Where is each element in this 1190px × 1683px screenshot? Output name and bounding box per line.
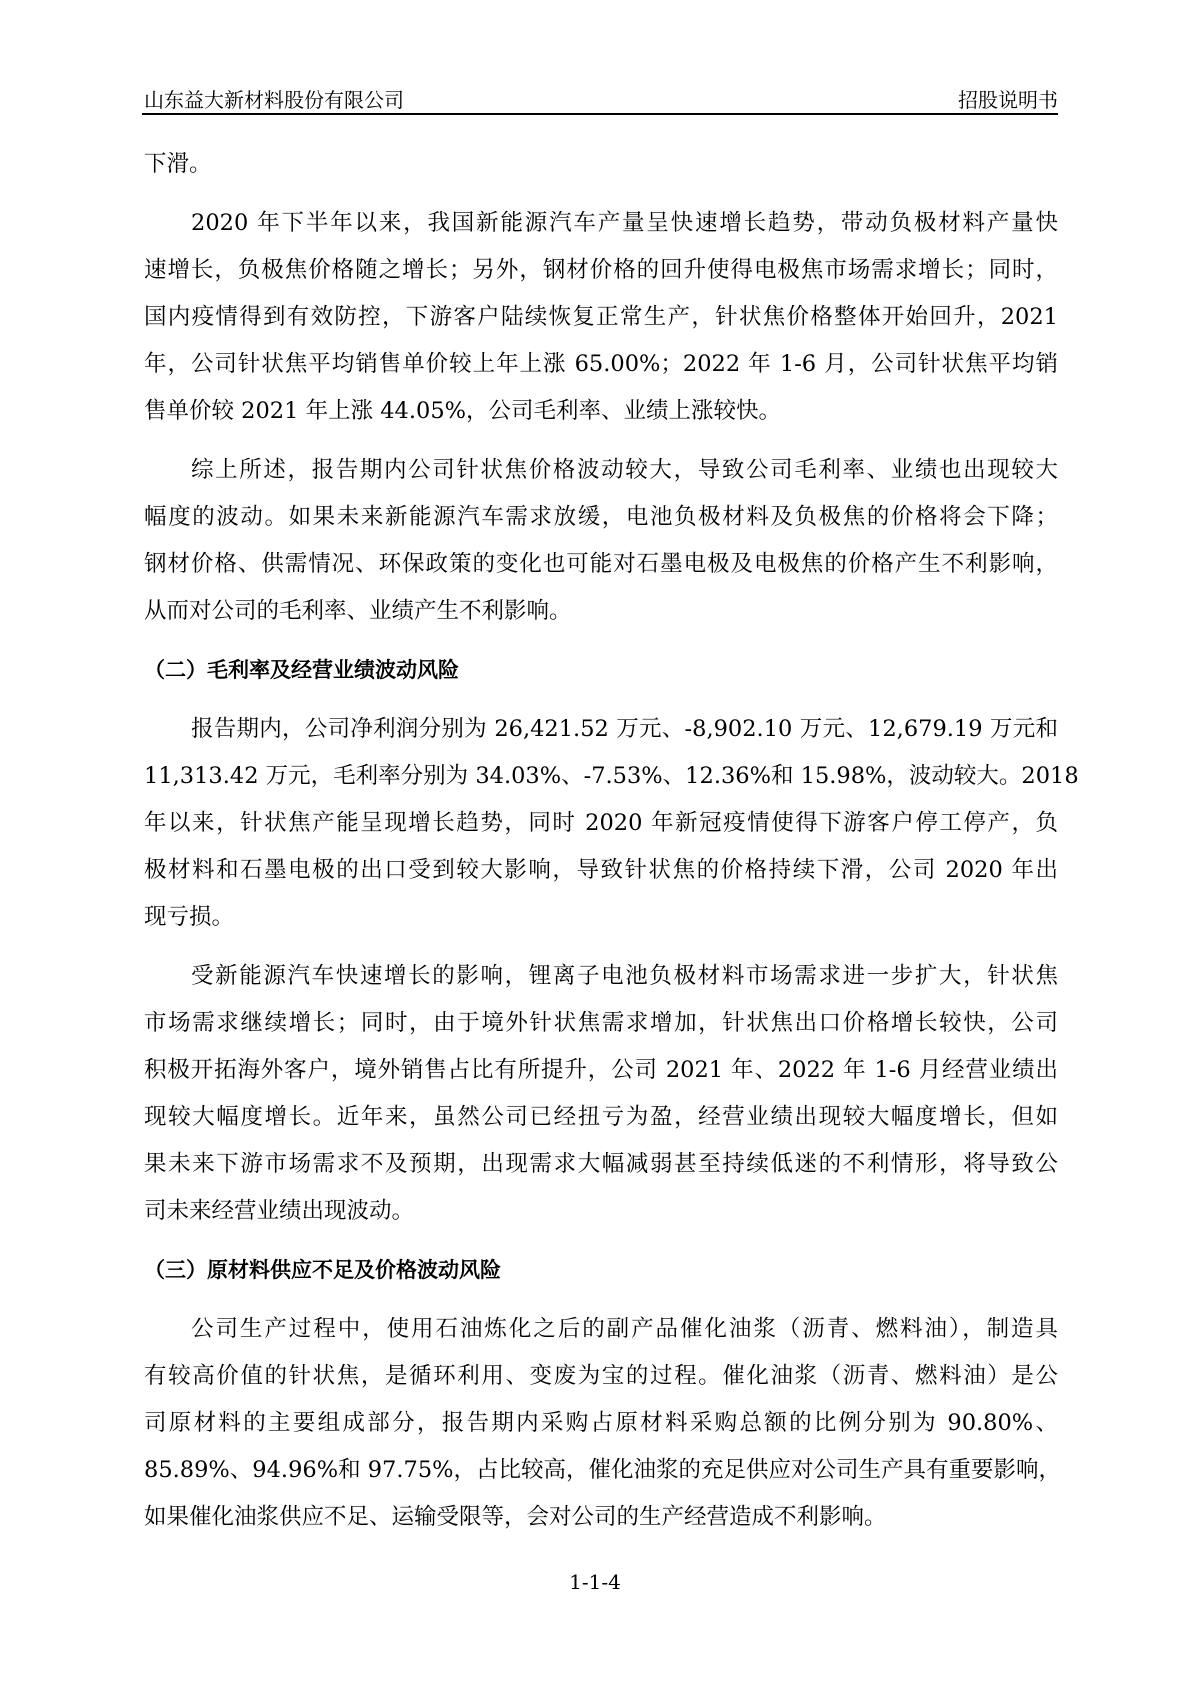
document-type: 招股说明书 — [958, 88, 1058, 112]
paragraph-line: 钢材价格、供需情况、环保政策的变化也可能对石墨电极及电极焦的价格产生不利影响， — [144, 551, 1058, 577]
paragraph-line: 下滑。 — [144, 151, 212, 177]
paragraph-line: 司原材料的主要组成部分，报告期内采购占原材料采购总额的比例分别为 90.80%、 — [144, 1410, 1058, 1436]
paragraph-line: 公司生产过程中，使用石油炼化之后的副产品催化油浆（沥青、燃料油），制造具 — [191, 1316, 1058, 1342]
section-heading: （三）原材料供应不足及价格波动风险 — [144, 1258, 501, 1282]
paragraph — [144, 447, 1058, 635]
paragraph-line: 速增长，负极焦价格随之增长；另外，钢材价格的回升使得电极焦市场需求增长；同时， — [144, 257, 1058, 283]
paragraph-line: 极材料和石墨电极的出口受到较大影响，导致针状焦的价格持续下滑，公司 2020 年出 — [144, 857, 1058, 883]
paragraph — [144, 200, 1058, 435]
paragraph — [144, 706, 1079, 941]
section-heading: （二）毛利率及经营业绩波动风险 — [144, 658, 459, 682]
paragraph-line: 现较大幅度增长。近年来，虽然公司已经扭亏为盈，经营业绩出现较大幅度增长，但如 — [144, 1104, 1058, 1130]
header-divider — [142, 113, 1058, 115]
paragraph — [144, 953, 1058, 1235]
page-header — [144, 84, 1058, 114]
paragraph-line: 如果催化油浆供应不足、运输受限等，会对公司的生产经营造成不利影响。 — [144, 1504, 887, 1530]
paragraph-line: 售单价较 2021 年上涨 44.05%，公司毛利率、业绩上涨较快。 — [144, 398, 782, 424]
paragraph-line: 司未来经营业绩出现波动。 — [144, 1198, 415, 1224]
paragraph-line: 报告期内，公司净利润分别为 26,421.52 万元、-8,902.10 万元、12,679.19 万元和 — [191, 716, 1058, 742]
paragraph-line: 现亏损。 — [144, 904, 235, 930]
company-name: 山东益大新材料股份有限公司 — [144, 88, 404, 112]
paragraph-line: 果未来下游市场需求不及预期，出现需求大幅减弱甚至持续低迷的不利情形，将导致公 — [144, 1151, 1058, 1177]
paragraph-line: 市场需求继续增长；同时，由于境外针状焦需求增加，针状焦出口价格增长较快，公司 — [144, 1010, 1058, 1036]
document-body — [144, 141, 1079, 1553]
paragraph-line: 11,313.42 万元，毛利率分别为 34.03%、-7.53%、12.36%和 15.98%，波动较大。2018 — [144, 763, 1079, 789]
paragraph-line: 2020 年下半年以来，我国新能源汽车产量呈快速增长趋势，带动负极材料产量快 — [191, 210, 1058, 236]
paragraph — [144, 1306, 1062, 1541]
paragraph-line: 国内疫情得到有效防控，下游客户陆续恢复正常生产，针状焦价格整体开始回升，2021 — [144, 304, 1058, 330]
paragraph — [144, 141, 1058, 188]
paragraph-line: 年以来，针状焦产能呈现增长趋势，同时 2020 年新冠疫情使得下游客户停工停产，负 — [144, 810, 1058, 836]
paragraph-line: 有较高价值的针状焦，是循环利用、变废为宝的过程。催化油浆（沥青、燃料油）是公 — [144, 1363, 1058, 1389]
paragraph-line: 综上所述，报告期内公司针状焦价格波动较大，导致公司毛利率、业绩也出现较大 — [191, 457, 1058, 483]
paragraph-line: 受新能源汽车快速增长的影响，锂离子电池负极材料市场需求进一步扩大，针状焦 — [191, 963, 1058, 989]
paragraph-line: 从而对公司的毛利率、业绩产生不利影响。 — [144, 598, 572, 624]
paragraph-line: 年，公司针状焦平均销售单价较上年上涨 65.00%；2022 年 1-6 月，公司针状焦平均销 — [144, 351, 1058, 377]
paragraph-line: 幅度的波动。如果未来新能源汽车需求放缓，电池负极材料及负极焦的价格将会下降； — [144, 504, 1058, 530]
page-number: 1-1-4 — [569, 1570, 621, 1594]
paragraph-line: 85.89%、94.96%和 97.75%，占比较高，催化油浆的充足供应对公司生产具有重要影响， — [144, 1457, 1062, 1483]
paragraph-line: 积极开拓海外客户，境外销售占比有所提升，公司 2021 年、2022 年 1-6 月经营业绩出 — [144, 1057, 1058, 1083]
